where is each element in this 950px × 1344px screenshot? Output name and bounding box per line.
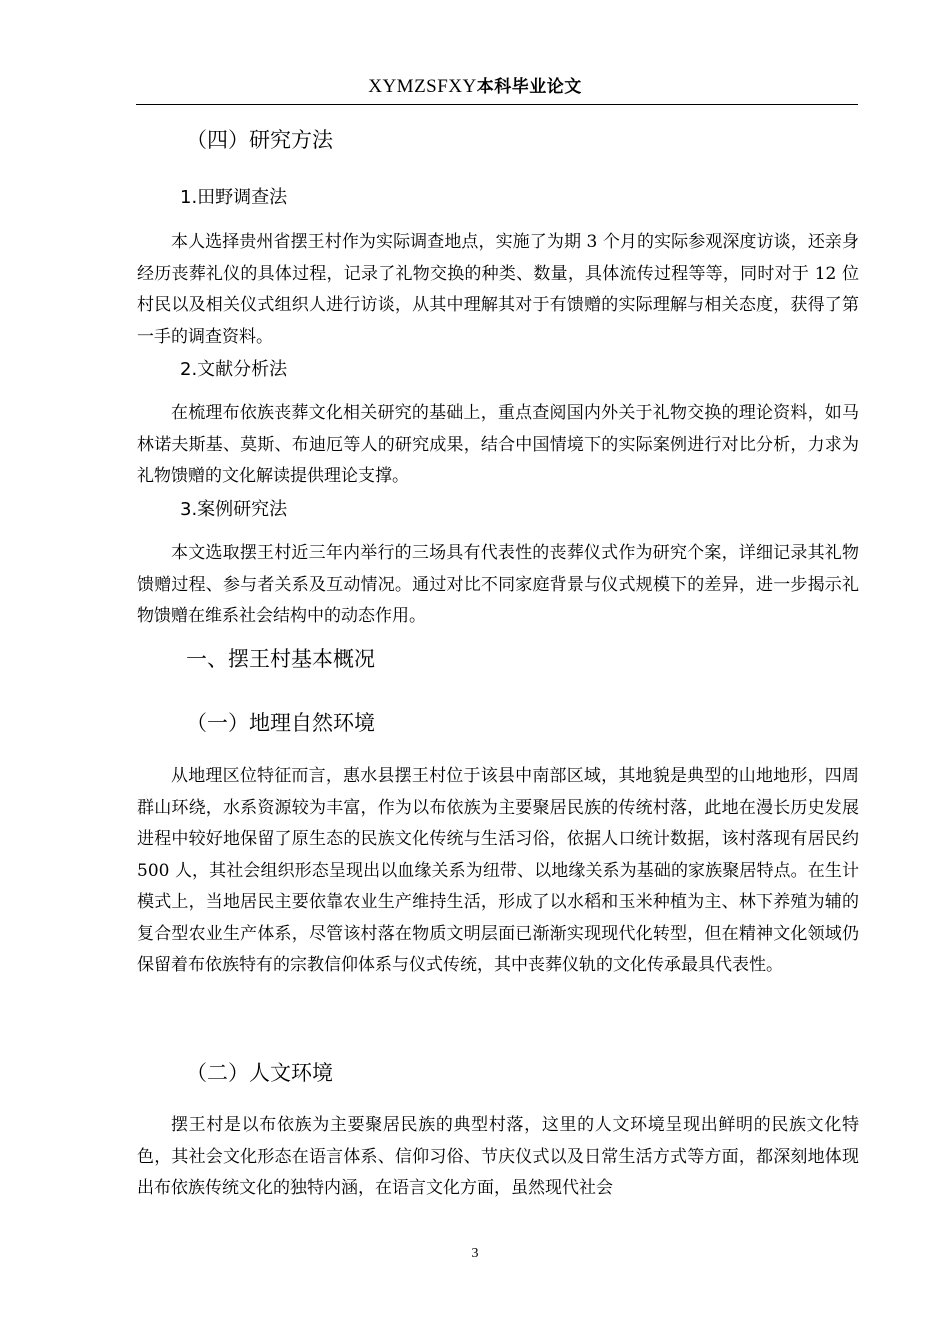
header-school-code: XYMZSFXY bbox=[368, 76, 477, 97]
section-heading-research-methods: （四）研究方法 bbox=[186, 128, 333, 152]
section-heading-geography: （一）地理自然环境 bbox=[186, 711, 375, 735]
paragraph-case-study: 本文选取摆王村近三年内举行的三场具有代表性的丧葬仪式作为研究个案，详细记录其礼物馈赠过程、参与者关系及互动情况。通过对比不同家庭背景与仪式规模下的差异，进一步揭示礼物馈赠在维系社会结构中的动态作用。 bbox=[137, 543, 859, 626]
running-header bbox=[0, 72, 950, 98]
section-heading-humanities: （二）人文环境 bbox=[186, 1061, 333, 1085]
subheading-literature-analysis: 2.文献分析法 bbox=[180, 359, 288, 380]
subheading-field-survey: 1.田野调查法 bbox=[180, 187, 288, 208]
paragraph-field-survey: 本人选择贵州省摆王村作为实际调查地点，实施了为期 3 个月的实际参观深度访谈，还亲身经历丧葬礼仪的具体过程，记录了礼物交换的种类、数量，具体流传过程等等，同时对于 12 位村民以及相关仪式组织人进行访谈，从其中理解其对于有馈赠的实际理解与相关态度，获得了第一手的调查资料。 bbox=[137, 232, 859, 347]
paragraph-geography: 从地理区位特征而言，惠水县摆王村位于该县中南部区域，其地貌是典型的山地地形，四周群山环绕，水系资源较为丰富，作为以布依族为主要聚居民族的传统村落，此地在漫长历史发展进程中较好地保留了原生态的民族文化传统与生活习俗，依据人口统计数据，该村落现有居民约 500 人，其社会组织形态呈现出以血缘关系为纽带、以地缘关系为基础的家族聚居特点。在生计模式上，当地居民主要依靠农业生产维持生活，形成了以水稻和玉米种植为主、林下养殖为辅的复合型农业生产体系，尽管该村落在物质文明层面已渐渐实现现代化转型，但在精神文化领域仍保留着布依族特有的宗教信仰体系与仪式传统，其中丧葬仪轨的文化传承最具代表性。 bbox=[137, 766, 859, 975]
paragraph-literature-analysis: 在梳理布依族丧葬文化相关研究的基础上，重点查阅国内外关于礼物交换的理论资料，如马林诺夫斯基、莫斯、布迪厄等人的研究成果，结合中国情境下的实际案例进行对比分析，力求为礼物馈赠的文化解读提供理论支撑。 bbox=[137, 403, 859, 486]
page-number: 3 bbox=[471, 1246, 479, 1261]
header-title: 本科毕业论文 bbox=[476, 77, 582, 97]
chapter-heading-overview: 一、摆王村基本概况 bbox=[186, 647, 375, 671]
paragraph-humanities: 摆王村是以布依族为主要聚居民族的典型村落，这里的人文环境呈现出鲜明的民族文化特色，其社会文化形态在语言体系、信仰习俗、节庆仪式以及日常生活方式等方面，都深刻地体现出布依族传统文化的独特内涵，在语言文化方面，虽然现代社会 bbox=[137, 1115, 859, 1198]
subheading-case-study: 3.案例研究法 bbox=[180, 499, 288, 520]
header-rule bbox=[136, 104, 858, 105]
